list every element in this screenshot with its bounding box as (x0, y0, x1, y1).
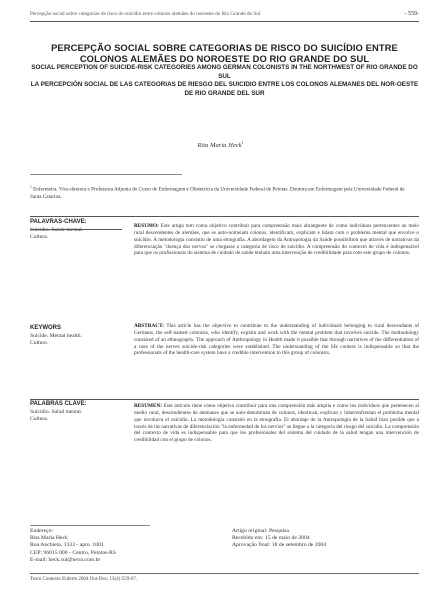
email-address: E-mail: heck.sul@terra.com.br (30, 556, 101, 563)
abstract-english (134, 323, 419, 357)
affiliation (30, 184, 411, 201)
header-rule (30, 21, 419, 22)
keywords-block (30, 401, 125, 423)
keywords-line: Cultura. (30, 415, 49, 422)
author (0, 140, 441, 149)
keywords-heading: PALABRAS CLAVE: (30, 401, 87, 407)
correspondence-address (30, 528, 116, 564)
approval-date: Aprovação final: 18 de setembro de 2004 (232, 542, 327, 549)
keywords-heading: KEYWORS (30, 325, 62, 331)
address-line: Endereço: (30, 528, 54, 534)
abstract-text: This article has the objective to contribute to the understanding of individuals belonging to rural descendants of Germans, the self-named colonists, who identify, explain and work with the mental problem that involves suicide. The methodology consisted of an ethnography. The approach of Anthropology in Health made it possible that through narratives of the differentiation of a case of the nerves suicide-risk categories were established. The understanding of the life context is indispensable so that the professionals of the health-care system have a credible intervention to this group of colonists. (134, 323, 419, 357)
abstract-portuguese (134, 223, 419, 257)
affiliation-marker: 1 (30, 185, 32, 189)
abstract-spanish (134, 403, 419, 444)
title-block (30, 42, 419, 98)
section-rule (30, 399, 419, 400)
title-english: SOCIAL PERCEPTION OF SUICIDE-RISK CATEGORIES AMONG GERMAN COLONISTS IN THE NORTHWEST OF RIO GRANDE DO SUL (31, 64, 418, 80)
title-spanish: LA PERCEPCIÓN SOCIAL DE LAS CATEGORIAS DE RIESGO DEL SUICIDIO ENTRE LOS COLONOS ALEMANES DEL NOR-OESTE DE RIO GRANDE DEL SUR (30, 81, 419, 97)
author-footnote-marker: 1 (241, 140, 244, 145)
keywords-line: Suicidio. Salud mental. (30, 408, 83, 415)
abstract-text: Este artículo tiene como objetivo contribuir para una comprensión más amplia e como los individuos que pertenecen al medio rural, descendientes de alemanes que se auto-denominan de colonos, identican, explican y lidan/enfrentan el problema mental que involucra el suicidio. La metodología consistió en la etnografía. El abordaje de la Antropología de la Salud hizo posible que a través de las narrativas de diferenciación "la enfermedad de los nervios" se llegue a la categoría del riesgo del suicidio. La comprensión del contexto de vida es indispensable para que los profesionales del sistema del cuidado de la salud tengan una intervención de credibilidad con el grupo de colonos. (134, 403, 420, 444)
affiliation-separator (30, 174, 182, 175)
address-line: Rita Maria Heck (30, 535, 68, 542)
page-number: - 559- (404, 11, 419, 17)
running-head (30, 11, 419, 17)
keywords-line: Cultura. (30, 233, 49, 240)
article-dates (232, 528, 326, 550)
title-portuguese: PERCEPÇÃO SOCIAL SOBRE CATEGORIAS DE RISCO DO SUICÍDIO ENTRE COLONOS ALEMÃES DO NOROESTE DO RIO GRANDE DO SUL (51, 42, 398, 64)
journal-citation: Texto Contexto Enferm 2004 Out-Dez; 13(4):559-67. (30, 577, 138, 582)
abstract-heading: RESUMEN: (134, 403, 163, 409)
running-head-text: Percepção social sobre categorias de risco do suicídio entre colonos alemães do noroeste do Rio Grande do Sul (30, 11, 261, 17)
received-date: Recebido em: 15 de maio de 2004 (232, 535, 310, 542)
keywords-heading: PALAVRAS-CHAVE: (30, 219, 87, 225)
author-name: Rita Maria Heck (197, 142, 242, 150)
keywords-block (30, 325, 125, 347)
keywords-rule (30, 229, 122, 230)
keywords-line: Suicide. Mental health. (30, 332, 82, 339)
address-separator (30, 525, 150, 526)
keywords-line: Suicídio. Saúde mental. (30, 226, 84, 233)
footer-rule (30, 573, 419, 574)
abstract-text: Este artigo tem como objetivo contribuir para compreensão mais abrangente de como indivíduos pertencentes ao meio rural descendentes de alemães, que se auto-nomeiam colonos, identificam, explicam e lidam com o problema mental que envolve o suicídio. A metodologia consistiu de uma etnografia. A abordagem da Antropologia da Saúde possibilitou que através de narrativas da diferenciação "doença dos nervos" se chegasse a categoria de risco de suicídio. A compreensão do contexto de vida é indispensável para que os profissionais do sistema de cuidado de saúde tenham uma intervenção de credibilidade para com este grupo de colonos. (134, 223, 419, 257)
address-line: Rua Anchieta, 1333 - apto. 1001 (30, 542, 104, 549)
affiliation-text: Enfermeira. Vice-diretora e Professora Adjunta do Curso de Enfermagem e Obstetrícia da Universidade Federal de Pelotas. Doutora em Enfermagem pela Universidade Federal de Santa Catarina. (30, 186, 405, 200)
keywords-line: Culture. (30, 339, 49, 346)
abstract-heading: RESUMO: (134, 223, 159, 229)
article-type: Artigo original: Pesquisa (232, 528, 289, 534)
abstract-heading: ABSTRACT: (134, 323, 164, 329)
address-line: CEP: 96015 000 - Centro, Pelotas-RS (30, 549, 116, 556)
section-rule (30, 216, 419, 217)
